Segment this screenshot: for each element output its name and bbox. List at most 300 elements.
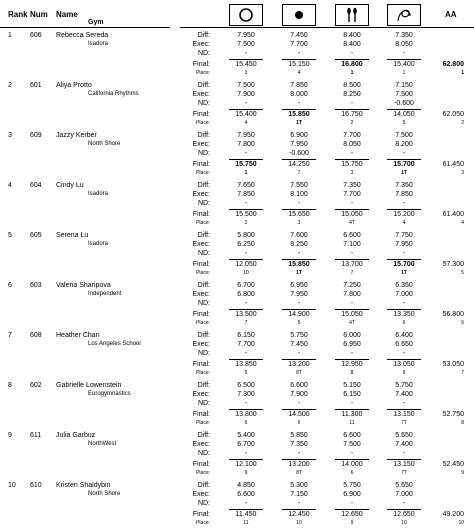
final-score: 15.750 — [341, 161, 363, 168]
diff-score: 5.750 — [290, 332, 308, 339]
score-underline — [387, 209, 421, 210]
exec-score: 7.150 — [290, 491, 308, 498]
score-underline — [335, 109, 369, 110]
score-underline — [335, 359, 369, 360]
row-label-nd: ND: — [197, 300, 210, 307]
final-score: 15.400 — [235, 111, 257, 118]
row-label-diff: Diff: — [197, 82, 210, 89]
score-underline — [335, 409, 369, 410]
nd-score: - — [350, 150, 354, 157]
aa-place: 5 — [461, 270, 464, 276]
athlete-entry — [0, 29, 474, 80]
place-score: 7 — [297, 170, 301, 176]
num-cell: 606 — [30, 32, 42, 39]
place-score: 1T — [401, 270, 407, 276]
score-underline — [387, 359, 421, 360]
exec-score: 7.850 — [395, 191, 413, 198]
final-score: 13.800 — [235, 411, 257, 418]
nd-score: -0.600 — [394, 100, 414, 107]
final-score: 15.500 — [235, 211, 257, 218]
place-score: 7 — [350, 270, 354, 276]
diff-score: 4.850 — [237, 482, 255, 489]
nd-score: - — [350, 100, 354, 107]
place-score: 10 — [243, 270, 249, 276]
aa-place: 7 — [461, 370, 464, 376]
place-score: 6 — [350, 470, 354, 476]
diff-score: 5.150 — [343, 382, 361, 389]
final-score: 13.850 — [235, 361, 257, 368]
nd-score: - — [244, 150, 248, 157]
score-underline — [335, 459, 369, 460]
num-cell: 601 — [30, 82, 42, 89]
nd-score: - — [350, 50, 354, 57]
place-score: 8 — [350, 370, 354, 376]
diff-score: 7.350 — [395, 182, 413, 189]
row-label-exec: Exec: — [192, 141, 210, 148]
final-score: 15.200 — [393, 211, 415, 218]
rank-cell: 10 — [8, 482, 16, 489]
row-label-nd: ND: — [197, 350, 210, 357]
exec-score: 7.950 — [290, 141, 308, 148]
gym-name: Isadora — [88, 191, 109, 197]
row-label-final: Final: — [192, 361, 210, 368]
exec-score: 8.050 — [395, 41, 413, 48]
nd-score: - — [244, 450, 248, 457]
exec-score: 6.150 — [343, 391, 361, 398]
header-divider — [180, 27, 474, 28]
athlete-name: Jazzy Kerber — [56, 132, 97, 139]
exec-score: 7.900 — [290, 391, 308, 398]
row-label-place: Place: — [196, 270, 210, 276]
exec-score: 6.600 — [237, 491, 255, 498]
athlete-entry — [0, 79, 474, 130]
nd-score: - — [402, 450, 406, 457]
diff-score: 5.650 — [395, 482, 413, 489]
place-score: 9 — [402, 370, 406, 376]
rank-cell: 9 — [8, 432, 12, 439]
diff-score: 5.800 — [237, 232, 255, 239]
place-score: 5 — [402, 120, 406, 126]
final-score: 13.350 — [393, 311, 415, 318]
place-score: 4T — [349, 320, 355, 326]
score-underline — [282, 459, 316, 460]
row-label-diff: Diff: — [197, 132, 210, 139]
num-cell: 602 — [30, 382, 42, 389]
nd-score: - — [297, 350, 301, 357]
diff-score: 5.750 — [343, 482, 361, 489]
row-label-diff: Diff: — [197, 282, 210, 289]
score-underline — [387, 509, 421, 510]
place-score: 1 — [402, 70, 406, 76]
row-label-final: Final: — [192, 461, 210, 468]
score-underline — [335, 309, 369, 310]
exec-score: 6.250 — [237, 241, 255, 248]
athlete-name: Aliya Protto — [56, 82, 92, 89]
place-score: 10 — [401, 520, 407, 526]
nd-score: - — [350, 450, 354, 457]
aa-total: 62.800 — [442, 61, 464, 68]
final-score: 16.750 — [341, 111, 363, 118]
gym-name: Isadora — [88, 241, 109, 247]
row-label-exec: Exec: — [192, 241, 210, 248]
row-label-place: Place: — [196, 220, 210, 226]
aa-total: 57.300 — [442, 261, 464, 268]
final-score: 15.050 — [341, 311, 363, 318]
exec-score: 7.900 — [237, 91, 255, 98]
score-underline — [282, 509, 316, 510]
final-score: 12.050 — [235, 261, 257, 268]
diff-score: 7.950 — [237, 32, 255, 39]
num-header: Num — [30, 10, 48, 19]
aa-place: 4 — [461, 220, 464, 226]
aa-place: 10 — [458, 520, 464, 526]
place-score: 6 — [402, 320, 406, 326]
row-label-place: Place: — [196, 320, 210, 326]
row-label-nd: ND: — [197, 250, 210, 257]
num-cell: 603 — [30, 282, 42, 289]
nd-score: - — [297, 500, 301, 507]
gym-header: Gym — [88, 19, 104, 26]
score-underline — [229, 109, 263, 110]
final-score: 12.650 — [341, 511, 363, 518]
nd-score: - — [350, 200, 354, 207]
nd-score: - — [350, 350, 354, 357]
diff-score: 6.500 — [237, 382, 255, 389]
exec-score: 6.950 — [343, 341, 361, 348]
athlete-entry — [0, 129, 474, 180]
aa-place: 2 — [461, 120, 464, 126]
final-score: 13.050 — [393, 361, 415, 368]
exec-score: 7.700 — [343, 191, 361, 198]
diff-score: 7.500 — [237, 82, 255, 89]
score-underline — [387, 309, 421, 310]
score-underline — [229, 409, 263, 410]
num-cell: 611 — [30, 432, 42, 439]
place-score: 1 — [244, 170, 248, 176]
place-score: 11 — [243, 520, 249, 526]
score-underline — [282, 309, 316, 310]
athlete-entry — [0, 379, 474, 430]
nd-score: - — [244, 300, 248, 307]
row-label-exec: Exec: — [192, 441, 210, 448]
row-label-nd: ND: — [197, 150, 210, 157]
row-label-exec: Exec: — [192, 491, 210, 498]
nd-score: - — [350, 400, 354, 407]
nd-score: - — [402, 350, 406, 357]
score-underline — [229, 459, 263, 460]
row-label-final: Final: — [192, 261, 210, 268]
score-underline — [335, 509, 369, 510]
athlete-name: Serena Lu — [56, 232, 89, 239]
row-label-final: Final: — [192, 311, 210, 318]
exec-score: 7.400 — [395, 441, 413, 448]
final-score: 14.250 — [288, 161, 310, 168]
place-score: 8T — [296, 370, 302, 376]
final-score: 13.500 — [235, 311, 257, 318]
nd-score: - — [350, 300, 354, 307]
diff-score: 7.250 — [343, 282, 361, 289]
gym-name: Independent — [88, 291, 122, 297]
place-score: 3 — [244, 70, 248, 76]
nd-score: - — [402, 400, 406, 407]
row-label-exec: Exec: — [192, 191, 210, 198]
row-label-final: Final: — [192, 511, 210, 518]
aa-total: 53.050 — [442, 361, 464, 368]
nd-score: - — [297, 300, 301, 307]
aa-place: 6 — [461, 320, 464, 326]
diff-score: 5.850 — [290, 432, 308, 439]
exec-score: 7.700 — [290, 41, 308, 48]
final-score: 12.650 — [393, 511, 415, 518]
final-score: 15.850 — [288, 261, 310, 268]
score-underline — [229, 209, 263, 210]
nd-score: - — [297, 200, 301, 207]
nd-score: - — [244, 350, 248, 357]
athlete-name: Gabrielle Lowenstein — [56, 382, 122, 389]
nd-score: - — [297, 100, 301, 107]
nd-score: - — [297, 250, 301, 257]
place-score: 4 — [297, 70, 301, 76]
diff-score: 6.700 — [237, 282, 255, 289]
score-underline — [229, 509, 263, 510]
score-underline — [229, 159, 263, 160]
nd-score: - — [402, 150, 406, 157]
diff-score: 7.700 — [343, 132, 361, 139]
gym-name: NorthWest — [88, 441, 117, 447]
exec-score: 7.000 — [395, 291, 413, 298]
row-label-place: Place: — [196, 170, 210, 176]
place-score: 4T — [349, 220, 355, 226]
score-underline — [229, 359, 263, 360]
place-score: 6 — [297, 420, 301, 426]
exec-score: 7.850 — [237, 191, 255, 198]
score-underline — [282, 409, 316, 410]
gym-name: Eurogymnastics — [88, 391, 131, 397]
aa-total: 61.400 — [442, 211, 464, 218]
score-underline — [335, 209, 369, 210]
diff-score: 5.750 — [395, 382, 413, 389]
place-score: 10 — [296, 520, 302, 526]
final-score: 15.450 — [235, 61, 257, 68]
aa-place: 9 — [461, 470, 464, 476]
row-label-diff: Diff: — [197, 32, 210, 39]
name-header: Name — [56, 10, 78, 19]
final-score: 11.450 — [235, 511, 257, 518]
diff-score: 6.900 — [290, 132, 308, 139]
athlete-name: Julia Garbuz — [56, 432, 96, 439]
place-score: 1T — [296, 120, 302, 126]
nd-score: - — [350, 250, 354, 257]
exec-score: 7.950 — [395, 241, 413, 248]
nd-score: -0.600 — [289, 150, 309, 157]
exec-score: 8.000 — [290, 91, 308, 98]
exec-score: 8.400 — [343, 41, 361, 48]
exec-score: 7.500 — [343, 441, 361, 448]
row-label-exec: Exec: — [192, 291, 210, 298]
final-score: 14.500 — [288, 411, 310, 418]
gym-name: Isadora — [88, 41, 109, 47]
clubs-icon — [335, 4, 369, 26]
row-label-diff: Diff: — [197, 432, 210, 439]
diff-score: 5.300 — [290, 482, 308, 489]
row-label-place: Place: — [196, 120, 210, 126]
final-score: 14.900 — [288, 311, 310, 318]
diff-score: 7.750 — [395, 232, 413, 239]
gym-name: California Rhythms — [88, 91, 139, 97]
exec-score: 7.700 — [237, 341, 255, 348]
nd-score: - — [402, 500, 406, 507]
diff-score: 7.450 — [290, 32, 308, 39]
exec-score: 6.800 — [237, 291, 255, 298]
nd-score: - — [244, 50, 248, 57]
final-score: 13.700 — [341, 261, 363, 268]
row-label-exec: Exec: — [192, 341, 210, 348]
num-cell: 610 — [30, 482, 42, 489]
exec-score: 8.250 — [290, 241, 308, 248]
row-label-place: Place: — [196, 520, 210, 526]
gym-name: Los Angeles School — [88, 341, 141, 347]
exec-score: 7.350 — [290, 441, 308, 448]
diff-score: 7.350 — [343, 182, 361, 189]
aa-total: 52.450 — [442, 461, 464, 468]
final-score: 15.700 — [393, 161, 415, 168]
score-underline — [335, 259, 369, 260]
nd-score: - — [402, 200, 406, 207]
final-score: 15.050 — [341, 211, 363, 218]
diff-score: 7.350 — [395, 32, 413, 39]
aa-total: 49.200 — [442, 511, 464, 518]
exec-score: 7.000 — [395, 491, 413, 498]
athlete-entry — [0, 279, 474, 330]
nd-score: - — [402, 300, 406, 307]
athlete-entry — [0, 229, 474, 280]
row-label-exec: Exec: — [192, 391, 210, 398]
score-underline — [335, 159, 369, 160]
header-divider — [0, 27, 170, 28]
exec-score: 7.800 — [343, 291, 361, 298]
row-label-diff: Diff: — [197, 482, 210, 489]
row-label-nd: ND: — [197, 400, 210, 407]
score-underline — [335, 59, 369, 60]
rank-cell: 4 — [8, 182, 12, 189]
score-underline — [387, 109, 421, 110]
final-score: 12.950 — [341, 361, 363, 368]
score-underline — [229, 59, 263, 60]
nd-score: - — [244, 200, 248, 207]
score-underline — [229, 259, 263, 260]
place-score: 3 — [350, 170, 354, 176]
nd-score: - — [297, 450, 301, 457]
diff-score: 8.500 — [343, 82, 361, 89]
row-label-place: Place: — [196, 370, 210, 376]
final-score: 15.700 — [393, 261, 415, 268]
place-score: 8T — [296, 470, 302, 476]
exec-score: 7.300 — [237, 391, 255, 398]
table-header — [0, 0, 474, 28]
athlete-name: Heather Chan — [56, 332, 100, 339]
score-underline — [282, 109, 316, 110]
diff-score: 7.550 — [290, 182, 308, 189]
num-cell: 608 — [30, 332, 42, 339]
diff-score: 6.600 — [290, 382, 308, 389]
score-underline — [387, 159, 421, 160]
place-score: 5 — [244, 370, 248, 376]
place-score: 1 — [350, 70, 354, 76]
row-label-place: Place: — [196, 70, 210, 76]
aa-header: AA — [445, 10, 457, 19]
num-cell: 609 — [30, 132, 42, 139]
final-score: 15.850 — [288, 111, 310, 118]
final-score: 15.150 — [288, 61, 310, 68]
rank-cell: 7 — [8, 332, 12, 339]
row-label-diff: Diff: — [197, 232, 210, 239]
diff-score: 6.350 — [395, 282, 413, 289]
place-score: 7 — [244, 320, 248, 326]
row-label-nd: ND: — [197, 100, 210, 107]
aa-total: 52.750 — [442, 411, 464, 418]
nd-score: - — [297, 50, 301, 57]
row-label-nd: ND: — [197, 50, 210, 57]
exec-score: 7.450 — [290, 341, 308, 348]
place-score: 5 — [297, 320, 301, 326]
final-score: 13.200 — [288, 461, 310, 468]
row-label-final: Final: — [192, 411, 210, 418]
rank-cell: 6 — [8, 282, 12, 289]
diff-score: 8.400 — [343, 32, 361, 39]
nd-score: - — [244, 100, 248, 107]
rank-cell: 1 — [8, 32, 12, 39]
score-underline — [282, 209, 316, 210]
diff-score: 7.650 — [237, 182, 255, 189]
ribbon-icon — [387, 4, 421, 26]
final-score: 13.150 — [393, 461, 415, 468]
diff-score: 5.400 — [237, 432, 255, 439]
row-label-diff: Diff: — [197, 182, 210, 189]
diff-score: 7.500 — [395, 132, 413, 139]
row-label-final: Final: — [192, 111, 210, 118]
aa-total: 56.800 — [442, 311, 464, 318]
place-score: 2 — [350, 120, 354, 126]
aa-place: 1 — [461, 70, 464, 76]
exec-score: 6.900 — [343, 491, 361, 498]
nd-score: - — [244, 500, 248, 507]
athlete-name: Kristen Shaldybin — [56, 482, 111, 489]
diff-score: 7.950 — [237, 132, 255, 139]
exec-score: 7.100 — [343, 241, 361, 248]
exec-score: 8.100 — [290, 191, 308, 198]
athlete-name: Cindy Lu — [56, 182, 84, 189]
final-score: 14.000 — [341, 461, 363, 468]
hoop-icon — [229, 4, 263, 26]
row-label-final: Final: — [192, 161, 210, 168]
row-label-final: Final: — [192, 61, 210, 68]
row-label-place: Place: — [196, 470, 210, 476]
place-score: 3 — [297, 220, 301, 226]
aa-total: 61.450 — [442, 161, 464, 168]
num-cell: 605 — [30, 232, 42, 239]
diff-score: 6.600 — [343, 232, 361, 239]
exec-score: 6.650 — [395, 341, 413, 348]
athlete-entry — [0, 179, 474, 230]
rank-header: Rank — [8, 10, 28, 19]
score-underline — [387, 409, 421, 410]
num-cell: 604 — [30, 182, 42, 189]
place-score: 6 — [244, 420, 248, 426]
ball-icon — [282, 4, 316, 26]
row-label-place: Place: — [196, 420, 210, 426]
place-score: 9 — [350, 520, 354, 526]
row-label-diff: Diff: — [197, 332, 210, 339]
